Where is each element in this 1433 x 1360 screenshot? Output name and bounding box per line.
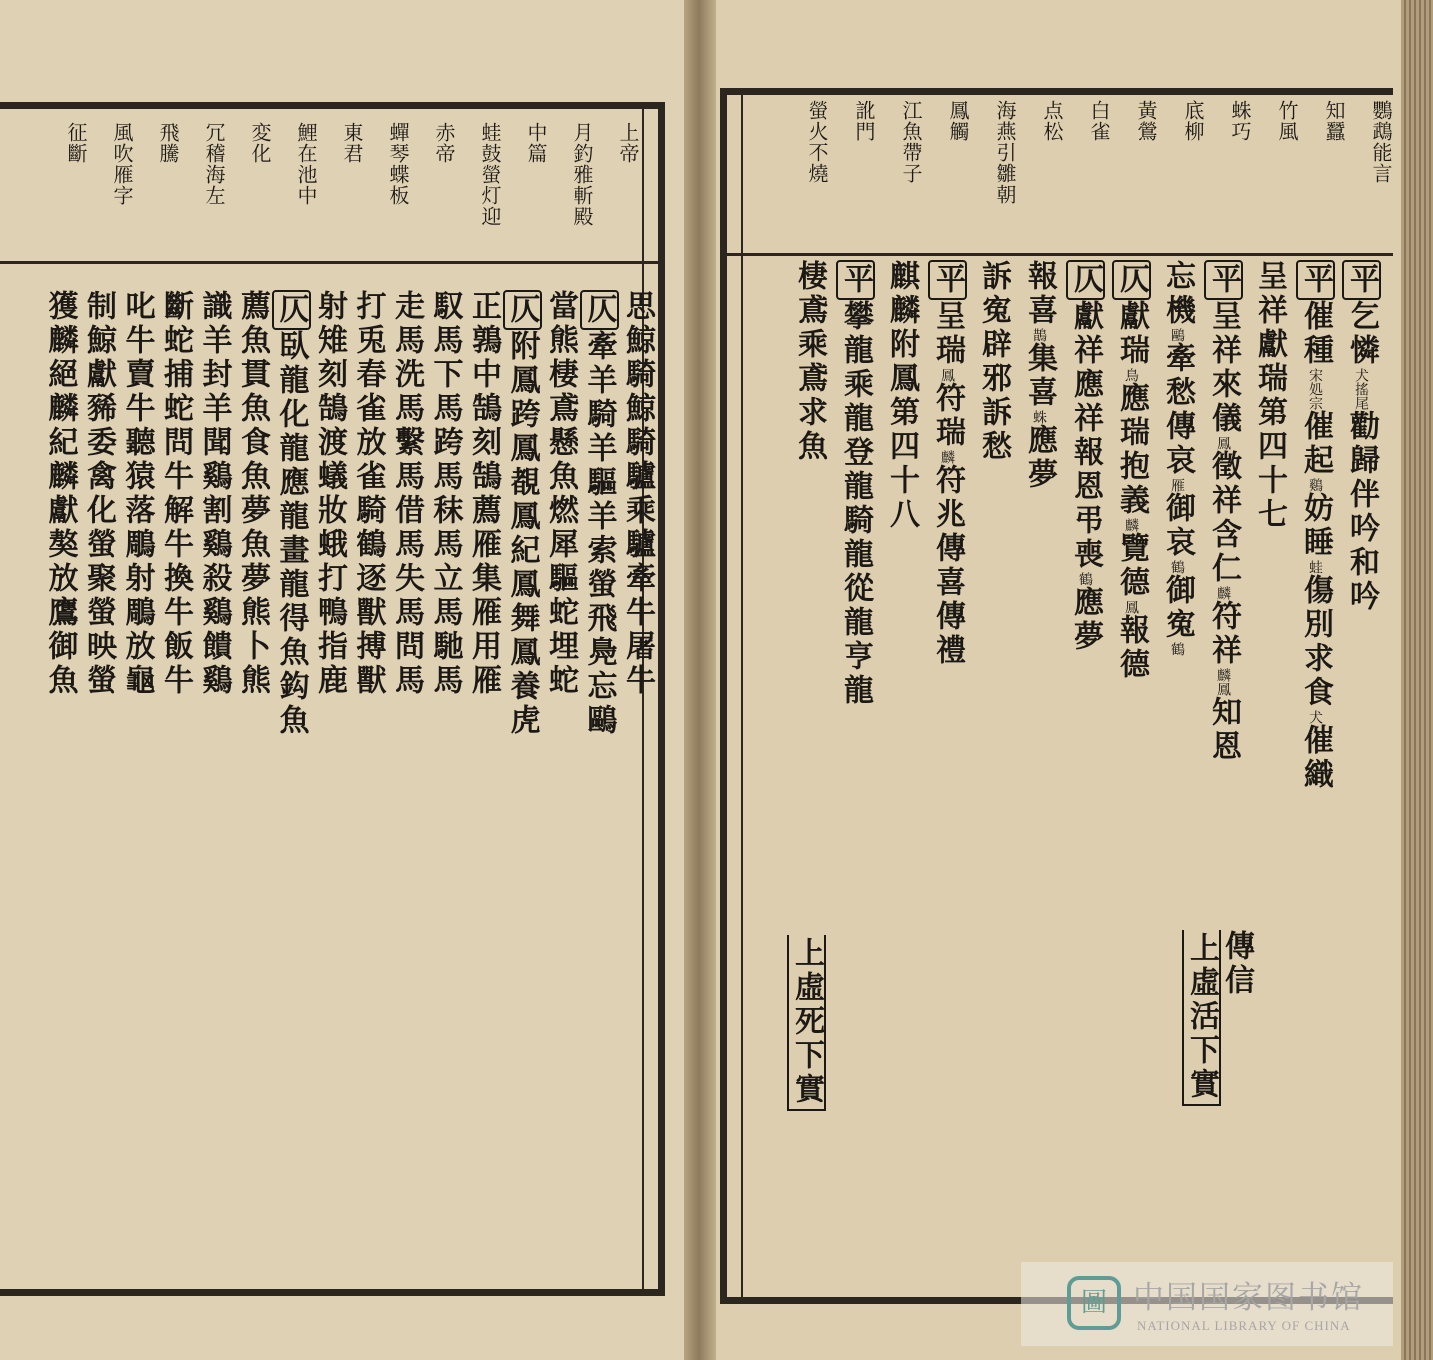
right-text-col-9-segment: 麟 <box>939 450 955 464</box>
left-heading-col-2: 中篇 <box>524 122 548 164</box>
left-register-divider <box>0 261 658 264</box>
bracket-note-0 <box>1184 930 1219 1106</box>
right-heading-col-1: 知蠶 <box>1322 100 1346 142</box>
right-text-col-2-segment: 呈祥獻瑞第四十七 <box>1252 260 1287 532</box>
left-text-col-15-segment: 獲麟絕麟紀麟獻獒放鷹御魚 <box>42 290 78 698</box>
left-text-col-9-segment: 臥龍化龍應龍畫龍得魚鈎魚 <box>273 330 309 738</box>
right-heading-col-8: 海燕引雛朝 <box>993 100 1017 205</box>
left-heading-col-3: 蛙鼓螢灯迎 <box>478 122 502 227</box>
right-heading-col-11: 訛門 <box>852 100 876 142</box>
right-text-col-9-segment: 呈瑞 <box>930 300 965 368</box>
left-text-col-7-segment: 打兎春雀放雀騎鶴逐獸搏獸 <box>350 290 386 698</box>
right-text-col-1-segment: 妨睡 <box>1298 492 1333 560</box>
right-text-col-5-segment: 報德 <box>1114 614 1149 682</box>
right-text-col-12 <box>792 260 827 464</box>
left-inner-border <box>642 109 644 1289</box>
left-heading-col-11: 風吹雁字 <box>110 122 134 206</box>
left-text-col-6-segment: 走馬洗馬繫馬借馬失馬問馬 <box>389 290 424 698</box>
left-text-col-14 <box>81 290 116 698</box>
right-text-col-3 <box>1206 260 1241 764</box>
left-text-col-1 <box>581 290 617 738</box>
left-text-col-5-segment: 馭馬下馬跨馬秣馬立馬馳馬 <box>427 290 463 698</box>
left-heading-col-9: 冗稽海左 <box>202 122 226 206</box>
right-text-col-3-segment: 麟 <box>1215 586 1231 600</box>
bracket-note-1 <box>789 935 824 1111</box>
left-text-col-1-segment: 仄 <box>580 290 619 330</box>
left-text-col-13-segment: 叱牛賣牛聽猿落鵰射鵰放龜 <box>119 290 155 698</box>
left-text-col-12 <box>158 290 193 698</box>
left-text-col-14-segment: 制鯨獻豨委禽化螢聚螢映螢 <box>81 290 116 698</box>
right-page <box>716 0 1433 1360</box>
right-text-col-5-segment: 鳳 <box>1123 600 1139 614</box>
right-text-col-6 <box>1068 260 1103 654</box>
right-text-col-8 <box>976 260 1011 464</box>
right-text-col-5-segment: 覽德 <box>1114 532 1149 600</box>
right-text-col-1-segment: 催起 <box>1298 410 1333 478</box>
right-text-col-9 <box>930 260 965 668</box>
right-text-col-4-segment: 鷗 <box>1169 328 1185 342</box>
right-heading-col-7: 点松 <box>1040 100 1064 142</box>
right-text-col-11-segment: 平 <box>836 260 875 300</box>
right-text-col-1 <box>1298 260 1333 792</box>
bracket-note-text: 上虛死下實 <box>787 935 826 1111</box>
library-seal-icon: 圖 <box>1067 1276 1121 1330</box>
left-text-col-1-segment: 牽羊騎羊驅羊索螢飛鳧忘鷗 <box>581 330 617 738</box>
left-text-col-0 <box>620 290 655 698</box>
right-text-col-1-segment: 宋処宗 <box>1307 368 1323 410</box>
left-heading-col-5: 蟬琴蝶板 <box>386 122 410 206</box>
right-heading-col-12: 螢火不燒 <box>805 100 829 184</box>
left-text-col-11-segment: 識羊封羊聞鷄割鷄殺鷄饋鷄 <box>196 290 232 698</box>
right-text-col-0-segment: 勸歸伴吟和吟 <box>1344 410 1379 614</box>
left-text-col-9-segment: 仄 <box>272 290 311 330</box>
left-text-col-12-segment: 斷蛇捕蛇問牛解牛換牛飯牛 <box>158 290 193 698</box>
right-text-col-3-segment: 麟鳳 <box>1215 668 1231 696</box>
page-stack-edge <box>1401 0 1433 1360</box>
right-text-col-9-segment: 鳳 <box>939 368 955 382</box>
right-text-col-9-segment: 符瑞 <box>930 382 965 450</box>
left-text-col-7 <box>350 290 386 698</box>
right-text-col-4-segment: 御哀 <box>1160 492 1195 560</box>
right-heading-col-4: 底柳 <box>1181 100 1205 142</box>
left-text-col-5 <box>427 290 463 698</box>
left-text-col-10-segment: 薦魚貫魚食魚夢魚夢熊卜熊 <box>235 290 270 698</box>
right-text-col-3-segment: 徵祥含仁 <box>1206 450 1241 586</box>
right-text-col-0 <box>1344 260 1379 614</box>
left-heading-col-8: 変化 <box>248 122 272 164</box>
library-watermark <box>1021 1262 1393 1346</box>
right-register-divider <box>727 253 1393 256</box>
left-text-col-0-segment: 思鯨騎鯨騎驢乘驢牽牛屠牛 <box>620 290 655 698</box>
right-text-col-6-segment: 仄 <box>1066 260 1105 300</box>
right-text-col-6-segment: 鶴 <box>1077 572 1093 586</box>
right-text-col-12-segment: 棲鳶乘鳶求魚 <box>792 260 827 464</box>
left-text-col-11 <box>196 290 232 698</box>
watermark-name-cn: 中国国家图书馆 <box>1133 1280 1364 1316</box>
right-text-col-3-segment: 鳳 <box>1215 436 1231 450</box>
left-heading-col-1: 月釣雅斬殿 <box>570 122 594 227</box>
right-heading-col-10: 江魚帶子 <box>899 100 923 184</box>
right-text-col-7-segment: 蛛 <box>1031 410 1047 424</box>
right-text-col-3-segment: 平 <box>1204 260 1243 300</box>
right-text-col-3-segment: 知恩 <box>1206 696 1241 764</box>
left-text-col-2-segment: 當熊棲鳶懸魚燃犀驅蛇埋蛇 <box>543 290 578 698</box>
right-text-col-3-segment: 符祥 <box>1206 600 1241 668</box>
right-text-col-5-segment: 獻瑞 <box>1114 300 1149 368</box>
left-heading-col-7: 鯉在池中 <box>294 122 318 206</box>
right-text-col-9-segment: 平 <box>928 260 967 300</box>
bracket-note-text: 傳信 <box>1219 930 1254 998</box>
right-heading-col-9: 鳳觸 <box>946 100 970 142</box>
right-text-col-5-segment: 麟 <box>1123 518 1139 532</box>
right-text-col-4-segment: 御寃 <box>1160 574 1195 642</box>
right-text-col-0-segment: 平 <box>1342 260 1381 300</box>
right-text-col-4 <box>1160 260 1195 656</box>
left-text-col-3-segment: 附鳳跨鳳覩鳳紀鳳舞鳳養虎 <box>504 330 540 738</box>
right-text-col-0-segment: 乞憐 <box>1344 300 1379 368</box>
right-heading-col-0: 鸚鵡能言 <box>1369 100 1393 184</box>
left-frame <box>0 102 665 1296</box>
right-text-col-4-segment: 牽愁傳哀 <box>1160 342 1195 478</box>
left-heading-col-0: 上帝 <box>616 122 640 164</box>
right-text-col-1-segment: 催織 <box>1298 724 1333 792</box>
right-text-col-1-segment: 催種 <box>1298 300 1333 368</box>
right-text-col-7-segment: 應夢 <box>1022 424 1057 492</box>
left-text-col-3 <box>504 290 540 738</box>
left-heading-col-10: 飛騰 <box>156 122 180 164</box>
right-text-col-0-segment: 犬搖尾 <box>1353 368 1369 410</box>
right-heading-col-6: 白雀 <box>1087 100 1111 142</box>
right-text-col-5-segment: 應瑞抱義 <box>1114 382 1149 518</box>
right-text-col-11 <box>838 260 873 708</box>
right-text-col-4-segment: 忘機 <box>1160 260 1195 328</box>
right-text-col-3-segment: 呈祥來儀 <box>1206 300 1241 436</box>
right-text-col-1-segment: 犬 <box>1307 710 1323 724</box>
bracket-note-2 <box>1219 930 1254 998</box>
left-text-col-4-segment: 正鶉中鵠刻鵠薦雁集雁用雁 <box>466 290 501 698</box>
bracket-note-text: 上虛活下實 <box>1182 930 1221 1106</box>
right-text-col-7-segment: 報喜 <box>1022 260 1057 328</box>
left-text-col-8 <box>312 290 347 698</box>
right-heading-col-5: 黃鶯 <box>1134 100 1158 142</box>
right-text-col-1-segment: 傷別求食 <box>1298 574 1333 710</box>
left-text-col-6 <box>389 290 424 698</box>
right-text-col-4-segment: 鶴 <box>1169 560 1185 574</box>
right-heading-col-3: 蛛巧 <box>1228 100 1252 142</box>
right-text-col-6-segment: 獻祥應祥報恩弔喪 <box>1068 300 1103 572</box>
left-text-col-4 <box>466 290 501 698</box>
left-heading-col-6: 東君 <box>340 122 364 164</box>
right-text-col-11-segment: 攀龍乘龍登龍騎龍從龍亨龍 <box>838 300 873 708</box>
right-text-col-1-segment: 鷄 <box>1307 478 1323 492</box>
right-text-col-1-segment: 蛙 <box>1307 560 1323 574</box>
right-text-col-10-segment: 麒麟 <box>884 260 919 328</box>
right-text-col-7 <box>1022 260 1057 492</box>
left-heading-col-12: 征斷 <box>64 122 88 164</box>
right-text-col-10 <box>884 260 919 532</box>
right-text-col-5 <box>1114 260 1149 682</box>
left-text-col-9 <box>273 290 309 738</box>
left-text-col-15 <box>42 290 78 698</box>
right-text-col-4-segment: 雁 <box>1169 478 1185 492</box>
right-text-col-6-segment: 應夢 <box>1068 586 1103 654</box>
book-gutter <box>682 0 716 1360</box>
right-heading-col-2: 竹風 <box>1275 100 1299 142</box>
right-text-col-1-segment: 平 <box>1296 260 1335 300</box>
left-heading-col-4: 赤帝 <box>432 122 456 164</box>
right-text-col-5-segment: 仄 <box>1112 260 1151 300</box>
right-text-col-4-segment: 鶴 <box>1169 642 1185 656</box>
left-text-col-2 <box>543 290 578 698</box>
right-text-col-2 <box>1252 260 1287 532</box>
left-page <box>0 0 684 1360</box>
left-text-col-8-segment: 射雉刻鵠渡蟻妝蛾打鴨指鹿 <box>312 290 347 698</box>
right-text-col-7-segment: 鵲 <box>1031 328 1047 342</box>
left-text-col-3-segment: 仄 <box>503 290 542 330</box>
right-text-col-5-segment: 鳥 <box>1123 368 1139 382</box>
right-text-col-8-segment: 訴寃辟邪訴愁 <box>976 260 1011 464</box>
right-text-col-10-segment: 附鳳第四十八 <box>884 328 919 532</box>
left-text-col-13 <box>119 290 155 698</box>
watermark-name-en: NATIONAL LIBRARY OF CHINA <box>1137 1318 1351 1333</box>
right-text-col-7-segment: 集喜 <box>1022 342 1057 410</box>
left-text-col-10 <box>235 290 270 698</box>
right-inner-border <box>741 95 743 1297</box>
right-text-col-9-segment: 符兆傳喜傳禮 <box>930 464 965 668</box>
